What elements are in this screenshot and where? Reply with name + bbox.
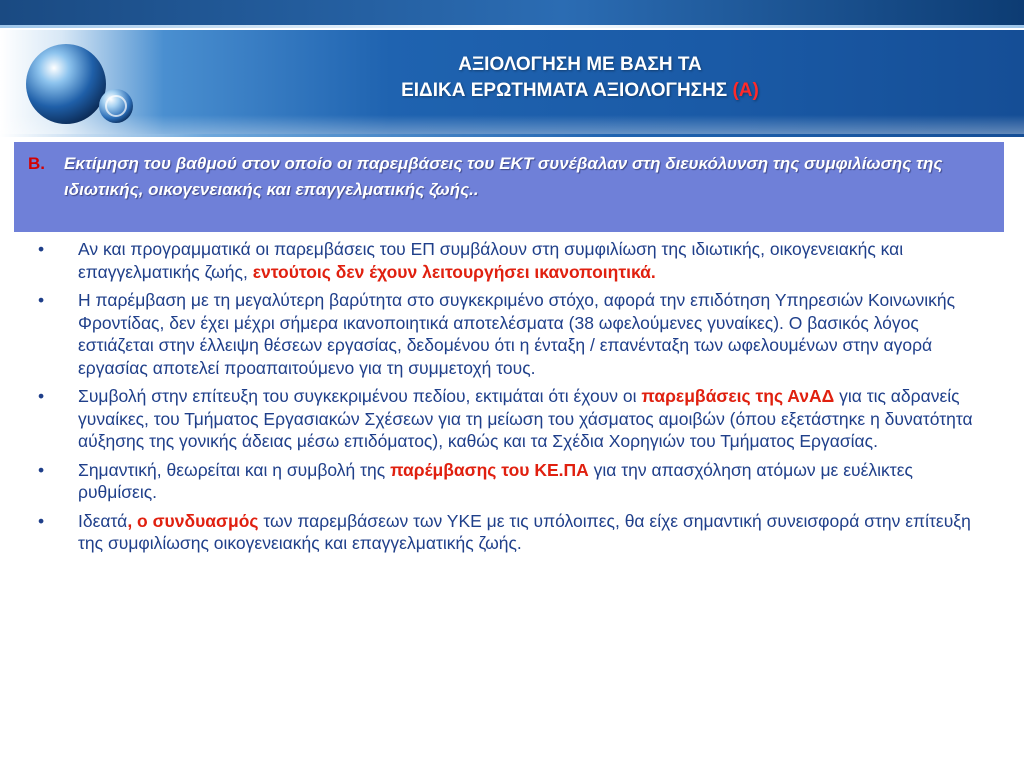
list-item <box>36 289 986 379</box>
item-text: Αν και προγραμματικά οι παρεμβάσεις του ΕΠ συμβάλουν στη συμφιλίωση της ιδιωτικής, οικογενειακής και επαγγελματικής ζωής, <box>78 239 904 282</box>
item-highlight: παρέμβασης του ΚΕ.ΠΑ <box>390 459 589 480</box>
header-underline <box>0 134 1024 137</box>
question-box <box>14 142 1004 232</box>
bullet-icon: • <box>38 290 45 310</box>
findings-list <box>36 238 986 561</box>
question-body: Εκτίμηση του βαθμού στον οποίο οι παρεμβάσεις του ΕΚΤ συνέβαλαν στη διευκόλυνση της συμφιλίωσης της ιδιωτικής, οικογενειακής και επαγγελματικής ζωής.. <box>64 154 943 199</box>
item-text-cont: για την απασχόληση ατόμων με ευέλικτες ρυθμίσεις. <box>78 459 913 502</box>
top-bar-stripe <box>0 25 1024 28</box>
item-text: Σημαντική, θεωρείται και η συμβολή της <box>78 459 391 480</box>
item-text-cont: για τις αδρανείς γυναίκες, του Τμήματος Εργασιακών Σχέσεων για τη μείωση του χάσματος αμοιβών (όπου εξετάστηκε η δυνατότητα αύξησης της γονικής άδειας μέσω επιδόματος), καθώς και τα Σχέδια Χορηγιών του Τμήματος Εργασίας. <box>78 386 973 451</box>
question-text <box>28 151 990 203</box>
title-line-2-text: ΕΙΔΙΚΑ ΕΡΩΤΗΜΑΤΑ ΑΞΙΟΛΟΓΗΣΗΣ <box>401 80 728 101</box>
header-swoosh <box>0 115 1024 135</box>
list-item <box>36 238 986 283</box>
list-item <box>36 385 986 453</box>
item-text: Ιδεατά <box>78 510 128 531</box>
bullet-icon: • <box>38 510 45 531</box>
item-highlight: , ο συνδυασμός <box>127 510 259 531</box>
bullet-icon: • <box>38 459 45 480</box>
bullet-icon: • <box>38 239 45 259</box>
item-highlight: παρεμβάσεις της ΑνΑΔ <box>641 386 835 406</box>
list-item <box>36 510 986 555</box>
question-letter: Β. <box>28 154 45 173</box>
title-line-1: ΑΞΙΟΛΟΓΗΣΗ ΜΕ ΒΑΣΗ ΤΑ <box>458 54 702 75</box>
list-item <box>36 459 986 504</box>
title-accent: (Α) <box>732 80 759 101</box>
item-text: Συμβολή στην επίτευξη του συγκεκριμένου πεδίου, εκτιμάται ότι έχουν οι <box>78 386 642 406</box>
top-bar <box>0 0 1024 28</box>
item-text: Η παρέμβαση με τη μεγαλύτερη βαρύτητα στο συγκεκριμένο στόχο, αφορά την επιδότηση Υπηρεσιών Κοινωνικής Φροντίδας, δεν έχει μέχρι σήμερα ικανοποιητικά αποτελέσματα (38 ωφελούμενες γυναίκες). Ο βασικός λόγος εστιάζεται στην έλλειψη θέσεων εργασίας, δεδομένου ότι η ένταξη / επανένταξη των ωφελουμένων στην αγορά εργασίας αποτελεί προαπαιτούμενο για τη συμμετοχή τους. <box>78 290 956 378</box>
globe-spheres-icon <box>22 40 142 130</box>
item-text-cont: των παρεμβάσεων των ΥΚΕ με τις υπόλοιπες, θα είχε σημαντική συνεισφορά στην επίτευξη της συμφιλίωσης οικογενειακής και επαγγελματικής ζωής. <box>78 510 971 553</box>
title-line-2 <box>230 78 930 104</box>
item-highlight: εντούτοις δεν έχουν λειτουργήσει ικανοποιητικά. <box>252 261 656 282</box>
slide-title <box>230 52 930 104</box>
bullet-icon: • <box>38 386 45 406</box>
